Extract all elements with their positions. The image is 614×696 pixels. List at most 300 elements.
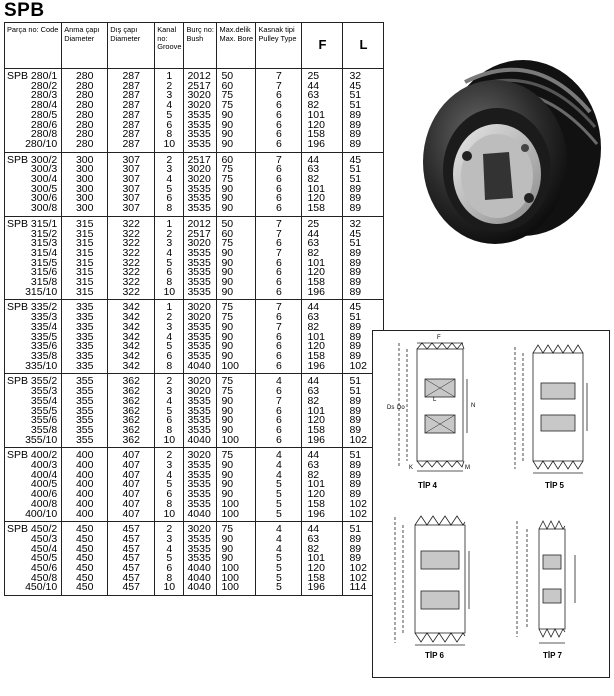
cell-L: 89 [343,471,384,481]
cell-max-bore: 75 [217,239,256,249]
cell-code: 280/5 [5,111,62,121]
cell-pulley-type: 4 [256,471,302,481]
cell-pulley-type: 6 [256,278,302,288]
cell-grooves: 4 [155,249,184,259]
cell-pitch-diameter: 280 [62,101,108,111]
table-row [5,288,384,300]
cell-pulley-type: 7 [256,323,302,333]
header-max-bore: Max.delik Max. Bore [217,23,256,69]
cell-F: 63 [302,387,343,397]
cell-outside-diameter: 322 [108,278,155,288]
cell-pitch-diameter: 450 [62,522,108,535]
cell-pitch-diameter: 300 [62,194,108,204]
cell-pulley-type: 7 [256,69,302,82]
cell-grooves: 3 [155,323,184,333]
table-row [5,510,384,522]
cell-pitch-diameter: 315 [62,216,108,229]
cell-outside-diameter: 407 [108,480,155,490]
cell-L: 51 [343,522,384,535]
cell-grooves: 2 [155,82,184,92]
cell-code: 335/8 [5,352,62,362]
cell-grooves: 5 [155,554,184,564]
cell-grooves: 6 [155,416,184,426]
cell-L: 51 [343,165,384,175]
cell-pulley-type: 4 [256,545,302,555]
cell-pulley-type: 6 [256,111,302,121]
cell-outside-diameter: 407 [108,448,155,461]
cell-code: 355/8 [5,426,62,436]
cell-outside-diameter: 322 [108,259,155,269]
cell-pulley-type: 6 [256,288,302,300]
pulley-type-drawings [372,330,610,678]
cell-bush: 3535 [184,333,217,343]
cell-pulley-type: 7 [256,249,302,259]
tip6-drawing [379,511,487,651]
cell-outside-diameter: 457 [108,545,155,555]
cell-bush: 3535 [184,140,217,152]
cell-max-bore: 100 [217,583,256,595]
cell-F: 82 [302,323,343,333]
cell-code: 335/3 [5,313,62,323]
cell-bush: 4040 [184,574,217,584]
cell-grooves: 1 [155,216,184,229]
cell-grooves: 4 [155,471,184,481]
cell-code: 355/6 [5,416,62,426]
cell-pitch-diameter: 355 [62,436,108,448]
cell-code: 355/5 [5,407,62,417]
cell-F: 63 [302,239,343,249]
dim-L-label: L [433,397,437,403]
cell-F: 82 [302,175,343,185]
cell-pulley-type: 5 [256,510,302,522]
cell-grooves: 10 [155,510,184,522]
cell-L: 102 [343,500,384,510]
cell-grooves: 8 [155,426,184,436]
cell-pitch-diameter: 450 [62,574,108,584]
cell-F: 82 [302,397,343,407]
cell-outside-diameter: 287 [108,91,155,101]
cell-pitch-diameter: 315 [62,288,108,300]
cell-pulley-type: 7 [256,300,302,313]
cell-bush: 3535 [184,121,217,131]
cell-F: 120 [302,416,343,426]
cell-L: 89 [343,333,384,343]
cell-F: 82 [302,471,343,481]
cell-code: 400/10 [5,510,62,522]
cell-outside-diameter: 342 [108,333,155,343]
cell-outside-diameter: 322 [108,268,155,278]
cell-max-bore: 90 [217,185,256,195]
cell-code: SPB 335/2 [5,300,62,313]
tip5-drawing [497,339,605,479]
cell-pitch-diameter: 280 [62,69,108,82]
cell-pitch-diameter: 450 [62,535,108,545]
cell-L: 89 [343,268,384,278]
cell-outside-diameter: 287 [108,130,155,140]
cell-outside-diameter: 307 [108,175,155,185]
tip5-label: TİP 5 [545,481,564,490]
cell-pulley-type: 6 [256,204,302,216]
cell-pulley-type: 6 [256,333,302,343]
cell-L: 89 [343,554,384,564]
cell-bush: 3020 [184,165,217,175]
cell-code: SPB 280/1 [5,69,62,82]
cell-bush: 2012 [184,216,217,229]
cell-grooves: 2 [155,522,184,535]
cell-max-bore: 90 [217,416,256,426]
cell-outside-diameter: 287 [108,69,155,82]
cell-outside-diameter: 457 [108,535,155,545]
cell-bush: 4040 [184,510,217,522]
cell-bush: 3535 [184,480,217,490]
cell-max-bore: 75 [217,374,256,387]
cell-F: 44 [302,522,343,535]
cell-grooves: 5 [155,185,184,195]
cell-outside-diameter: 407 [108,510,155,522]
cell-F: 82 [302,249,343,259]
cell-pitch-diameter: 400 [62,480,108,490]
cell-pitch-diameter: 355 [62,387,108,397]
header-L: L [343,23,384,69]
cell-outside-diameter: 322 [108,216,155,229]
header-row [5,23,384,69]
cell-max-bore: 50 [217,216,256,229]
cell-code: 280/2 [5,82,62,92]
cell-pulley-type: 6 [256,362,302,374]
header-pitch-diameter: Anma çapı Diameter [62,23,108,69]
cell-F: 196 [302,362,343,374]
cell-code: 315/5 [5,259,62,269]
cell-code: 450/8 [5,574,62,584]
cell-L: 51 [343,101,384,111]
cell-pitch-diameter: 450 [62,554,108,564]
cell-pulley-type: 6 [256,165,302,175]
cell-F: 120 [302,121,343,131]
cell-grooves: 10 [155,583,184,595]
cell-L: 45 [343,230,384,240]
cell-L: 89 [343,194,384,204]
cell-pulley-type: 4 [256,374,302,387]
cell-bush: 3535 [184,268,217,278]
cell-max-bore: 75 [217,522,256,535]
cell-F: 101 [302,185,343,195]
cell-L: 89 [343,426,384,436]
cell-pitch-diameter: 400 [62,490,108,500]
cell-outside-diameter: 322 [108,230,155,240]
cell-code: 450/5 [5,554,62,564]
cell-code: SPB 400/2 [5,448,62,461]
cell-bush: 3535 [184,535,217,545]
cell-pitch-diameter: 355 [62,374,108,387]
cell-F: 63 [302,535,343,545]
cell-bush: 3535 [184,278,217,288]
cell-pulley-type: 7 [256,397,302,407]
cell-grooves: 8 [155,362,184,374]
cell-bush: 4040 [184,436,217,448]
cell-pulley-type: 6 [256,140,302,152]
cell-outside-diameter: 342 [108,352,155,362]
cell-F: 101 [302,111,343,121]
cell-max-bore: 75 [217,300,256,313]
cell-code: 335/4 [5,323,62,333]
cell-bush: 3535 [184,500,217,510]
cell-pulley-type: 6 [256,426,302,436]
cell-bush: 3535 [184,342,217,352]
cell-code: 335/5 [5,333,62,343]
cell-code: SPB 300/2 [5,152,62,165]
cell-grooves: 4 [155,545,184,555]
cell-outside-diameter: 407 [108,500,155,510]
cell-pitch-diameter: 315 [62,239,108,249]
cell-code: SPB 450/2 [5,522,62,535]
cell-grooves: 8 [155,204,184,216]
cell-outside-diameter: 362 [108,426,155,436]
cell-F: 101 [302,480,343,490]
cell-code: 315/2 [5,230,62,240]
cell-F: 101 [302,407,343,417]
cell-max-bore: 90 [217,249,256,259]
cell-pitch-diameter: 280 [62,82,108,92]
cell-grooves: 6 [155,490,184,500]
cell-F: 158 [302,352,343,362]
cell-max-bore: 90 [217,352,256,362]
cell-pulley-type: 5 [256,490,302,500]
cell-grooves: 5 [155,259,184,269]
cell-code: 400/6 [5,490,62,500]
cell-L: 89 [343,121,384,131]
cell-L: 89 [343,480,384,490]
cell-max-bore: 100 [217,574,256,584]
cell-bush: 3535 [184,288,217,300]
cell-F: 63 [302,165,343,175]
cell-pitch-diameter: 315 [62,278,108,288]
cell-bush: 3535 [184,259,217,269]
cell-outside-diameter: 307 [108,185,155,195]
cell-max-bore: 90 [217,407,256,417]
cell-pitch-diameter: 450 [62,564,108,574]
cell-bush: 3535 [184,554,217,564]
cell-bush: 3020 [184,91,217,101]
cell-bush: 3020 [184,313,217,323]
cell-max-bore: 75 [217,165,256,175]
cell-F: 196 [302,510,343,522]
cell-L: 89 [343,352,384,362]
cell-max-bore: 90 [217,288,256,300]
cell-outside-diameter: 287 [108,101,155,111]
cell-pulley-type: 6 [256,194,302,204]
cell-pitch-diameter: 280 [62,111,108,121]
cell-code: SPB 315/1 [5,216,62,229]
cell-F: 120 [302,342,343,352]
cell-max-bore: 100 [217,510,256,522]
cell-F: 25 [302,69,343,82]
cell-max-bore: 75 [217,448,256,461]
cell-bush: 2517 [184,152,217,165]
cell-grooves: 6 [155,121,184,131]
cell-max-bore: 75 [217,91,256,101]
pulley-photo [405,52,605,257]
cell-bush: 3020 [184,448,217,461]
cell-outside-diameter: 322 [108,288,155,300]
header-F: F [302,23,343,69]
cell-code: 355/4 [5,397,62,407]
cell-pulley-type: 6 [256,352,302,362]
cell-code: 400/4 [5,471,62,481]
cell-grooves: 10 [155,288,184,300]
cell-max-bore: 90 [217,426,256,436]
cell-pitch-diameter: 335 [62,362,108,374]
cell-pitch-diameter: 300 [62,185,108,195]
cell-grooves: 1 [155,300,184,313]
cell-max-bore: 90 [217,204,256,216]
cell-grooves: 8 [155,130,184,140]
cell-pulley-type: 5 [256,500,302,510]
cell-pitch-diameter: 300 [62,175,108,185]
tip6-label: TİP 6 [425,651,444,660]
cell-F: 101 [302,333,343,343]
cell-bush: 3020 [184,101,217,111]
cell-grooves: 4 [155,175,184,185]
cell-max-bore: 100 [217,362,256,374]
dim-N-label: N [471,403,476,409]
cell-L: 102 [343,564,384,574]
page-title: SPB [4,0,45,21]
cell-code: 315/8 [5,278,62,288]
cell-L: 45 [343,82,384,92]
cell-max-bore: 100 [217,564,256,574]
cell-outside-diameter: 287 [108,140,155,152]
cell-L: 89 [343,342,384,352]
cell-bush: 3535 [184,194,217,204]
cell-max-bore: 60 [217,230,256,240]
cell-pulley-type: 4 [256,461,302,471]
cell-L: 51 [343,387,384,397]
cell-bush: 4040 [184,564,217,574]
cell-grooves: 6 [155,268,184,278]
cell-outside-diameter: 307 [108,204,155,216]
cell-pitch-diameter: 355 [62,407,108,417]
cell-pitch-diameter: 335 [62,352,108,362]
cell-pitch-diameter: 450 [62,545,108,555]
cell-outside-diameter: 307 [108,165,155,175]
cell-pitch-diameter: 400 [62,471,108,481]
cell-pitch-diameter: 300 [62,165,108,175]
cell-code: 300/6 [5,194,62,204]
cell-bush: 3020 [184,387,217,397]
cell-max-bore: 60 [217,152,256,165]
cell-pitch-diameter: 300 [62,204,108,216]
cell-bush: 3535 [184,397,217,407]
cell-grooves: 3 [155,165,184,175]
cell-pitch-diameter: 280 [62,130,108,140]
cell-outside-diameter: 307 [108,194,155,204]
cell-bush: 3020 [184,239,217,249]
cell-pulley-type: 5 [256,564,302,574]
cell-pulley-type: 7 [256,82,302,92]
cell-bush: 4040 [184,362,217,374]
cell-grooves: 8 [155,574,184,584]
tip7-drawing [497,511,605,651]
cell-pulley-type: 6 [256,313,302,323]
cell-max-bore: 90 [217,545,256,555]
cell-outside-diameter: 287 [108,111,155,121]
cell-max-bore: 90 [217,461,256,471]
cell-pulley-type: 7 [256,216,302,229]
dim-Do-label: Do [397,405,405,411]
cell-grooves: 3 [155,239,184,249]
dim-M-label: M [465,465,470,471]
cell-pitch-diameter: 400 [62,510,108,522]
cell-outside-diameter: 287 [108,121,155,131]
cell-outside-diameter: 362 [108,397,155,407]
cell-F: 158 [302,130,343,140]
cell-max-bore: 90 [217,278,256,288]
cell-F: 44 [302,82,343,92]
cell-code: 355/3 [5,387,62,397]
cell-max-bore: 50 [217,69,256,82]
cell-code: 335/6 [5,342,62,352]
cell-bush: 2517 [184,230,217,240]
cell-F: 196 [302,436,343,448]
cell-grooves: 2 [155,230,184,240]
cell-grooves: 6 [155,194,184,204]
cell-L: 89 [343,461,384,471]
cell-outside-diameter: 407 [108,471,155,481]
cell-L: 32 [343,216,384,229]
cell-bush: 3020 [184,374,217,387]
cell-F: 63 [302,91,343,101]
cell-F: 120 [302,194,343,204]
cell-code: 450/4 [5,545,62,555]
cell-bush: 3535 [184,185,217,195]
cell-grooves: 3 [155,387,184,397]
cell-F: 44 [302,374,343,387]
cell-bush: 3535 [184,471,217,481]
tip4-label: TİP 4 [418,481,437,490]
cell-L: 89 [343,278,384,288]
cell-max-bore: 90 [217,323,256,333]
cell-max-bore: 75 [217,387,256,397]
cell-grooves: 6 [155,564,184,574]
cell-pulley-type: 6 [256,387,302,397]
cell-outside-diameter: 342 [108,362,155,374]
cell-max-bore: 90 [217,268,256,278]
cell-max-bore: 90 [217,111,256,121]
cell-max-bore: 100 [217,500,256,510]
cell-F: 44 [302,300,343,313]
cell-L: 89 [343,323,384,333]
cell-code: 280/6 [5,121,62,131]
cell-pitch-diameter: 355 [62,397,108,407]
cell-code: 280/4 [5,101,62,111]
cell-pitch-diameter: 335 [62,333,108,343]
cell-pulley-type: 7 [256,230,302,240]
cell-L: 89 [343,111,384,121]
cell-bush: 3020 [184,300,217,313]
cell-grooves: 6 [155,352,184,362]
cell-grooves: 4 [155,101,184,111]
cell-L: 89 [343,185,384,195]
header-code: Parça no: Code [5,23,62,69]
cell-pulley-type: 7 [256,152,302,165]
cell-max-bore: 90 [217,397,256,407]
cell-code: 315/3 [5,239,62,249]
cell-L: 89 [343,545,384,555]
cell-pulley-type: 6 [256,268,302,278]
cell-outside-diameter: 362 [108,387,155,397]
cell-F: 44 [302,448,343,461]
cell-L: 102 [343,362,384,374]
